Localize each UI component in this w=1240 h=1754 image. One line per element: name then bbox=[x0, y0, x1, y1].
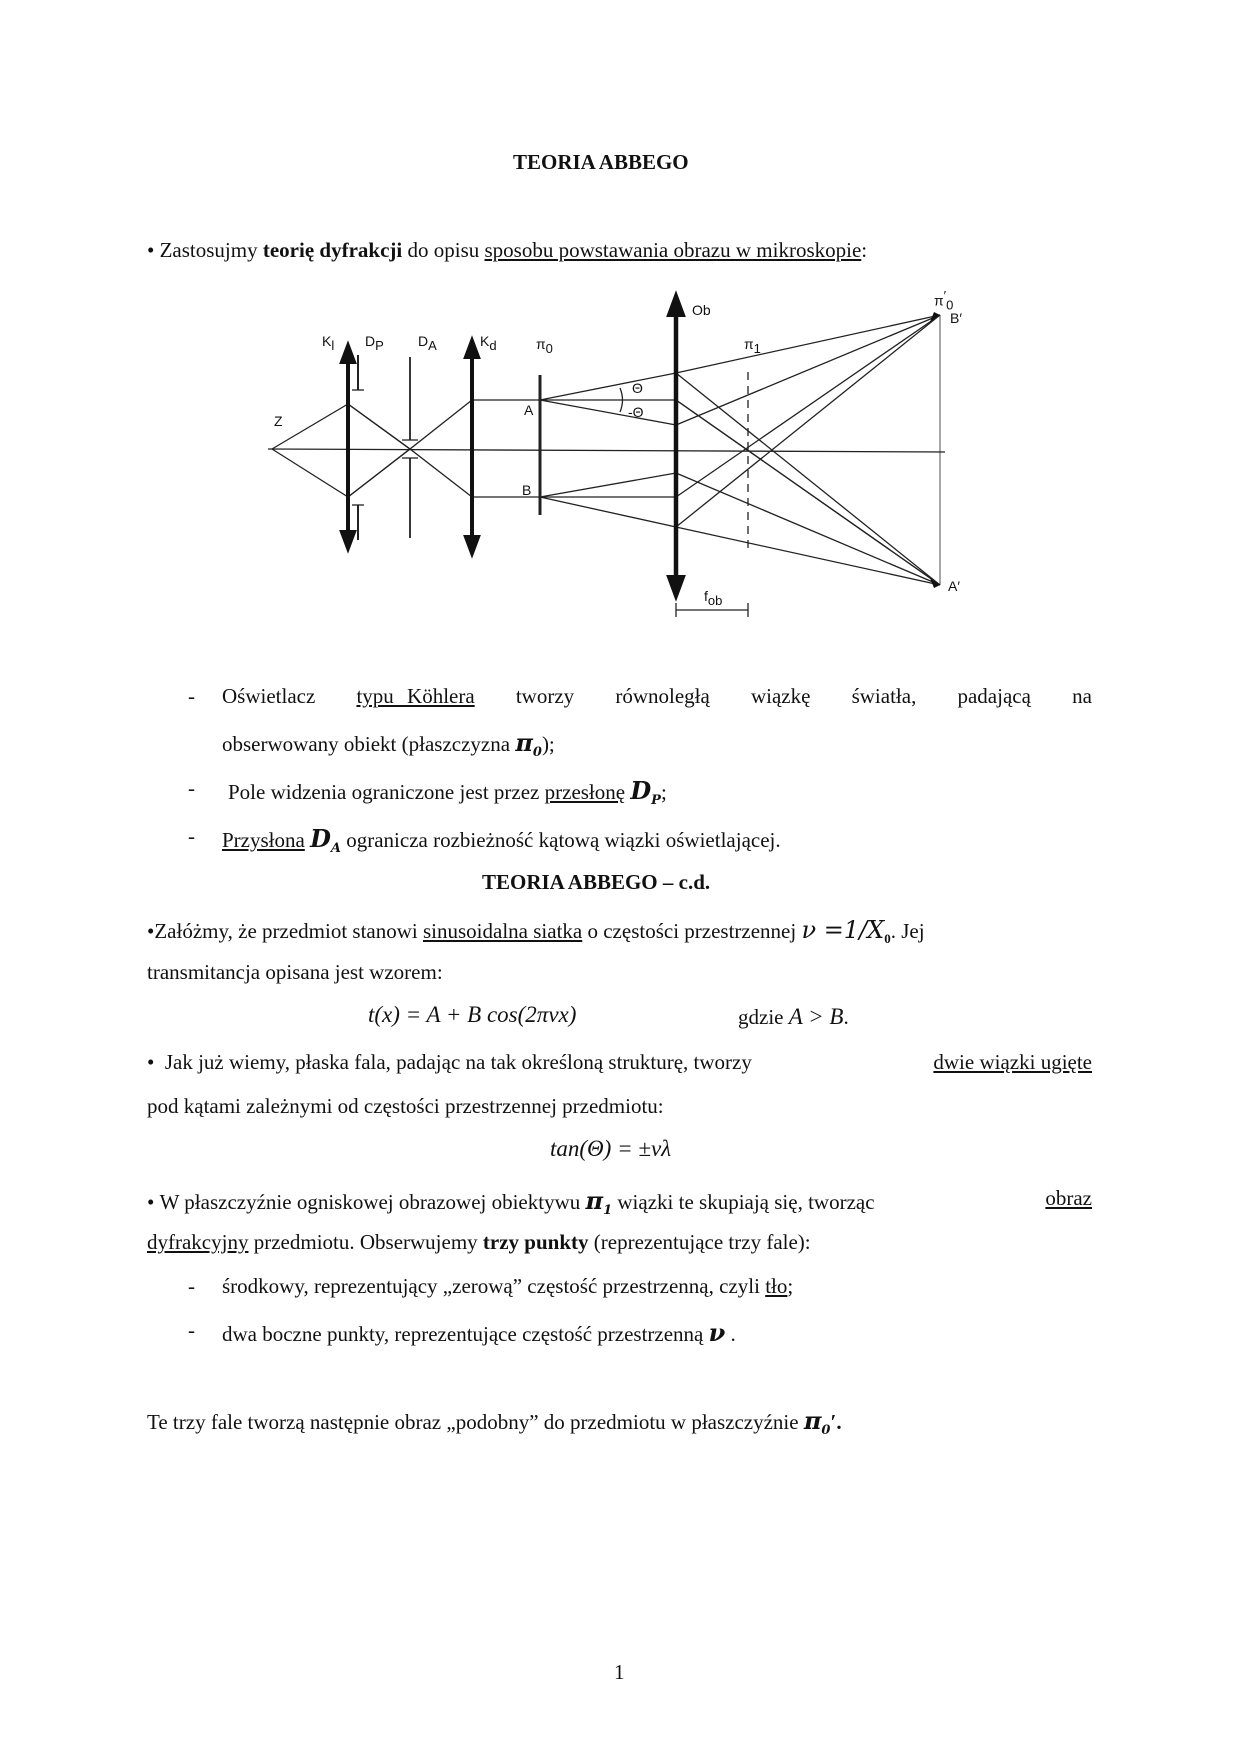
label-b-prime: B′ bbox=[950, 310, 962, 326]
dp-symbol: D bbox=[630, 776, 652, 805]
p2-line2: transmitancja opisana jest wzorem: bbox=[147, 960, 443, 984]
pi1-symbol: π bbox=[585, 1186, 604, 1215]
equation-tan: tan(Θ) = ±νλ bbox=[550, 1136, 672, 1161]
list1-dash-1: - bbox=[188, 684, 195, 708]
p3-line2: pod kątami zależnymi od częstości przestrzennej przedmiotu: bbox=[147, 1094, 664, 1118]
intro-link[interactable]: sposobu powstawania obrazu w mikroskopie bbox=[484, 238, 862, 262]
abbe-diagram bbox=[0, 285, 1240, 645]
label-pi1: $\pi_1$ bbox=[744, 336, 761, 356]
dyfrakcyjny-link[interactable]: dyfrakcyjny bbox=[147, 1230, 249, 1254]
label-a: A bbox=[524, 402, 534, 418]
intro-paragraph bbox=[147, 238, 867, 263]
tlo-link[interactable]: tło bbox=[765, 1274, 788, 1298]
list2-item-1: środkowy, reprezentujący „zerową” częstość przestrzenną, czyli tło; bbox=[222, 1274, 794, 1298]
intro-text-3: do opisu bbox=[402, 238, 485, 262]
word: wiązkę bbox=[750, 684, 811, 708]
word: na bbox=[1072, 684, 1092, 708]
przyslona-link[interactable]: Przysłona bbox=[222, 828, 305, 852]
label-neg-theta: -Θ bbox=[628, 404, 644, 420]
label-kd: $K_d$ bbox=[480, 333, 497, 353]
intro-bold: teorię dyfrakcji bbox=[262, 238, 403, 262]
page-number: 1 bbox=[614, 1660, 625, 1684]
final-paragraph: Te trzy fale tworzą następnie obraz „podobny” do przedmiotu w płaszczyźnie $\pi_0'$. bbox=[147, 1406, 842, 1439]
przeslone-link[interactable]: przesłonę bbox=[544, 780, 626, 804]
word: równoległą bbox=[615, 684, 710, 708]
kohler-link[interactable]: typu Köhlera bbox=[356, 684, 475, 708]
p4-line1: • W płaszczyźnie ogniskowej obrazowej obiektywu $\pi_1$ wiązki te skupiają się, tworząc obraz bbox=[147, 1186, 1092, 1219]
wiazki-link[interactable]: dwie wiązki ugięte bbox=[933, 1050, 1092, 1074]
equation-transmittance: t(x) = A + B cos(2πνx) bbox=[368, 1002, 577, 1027]
section-title-2: TEORIA ABBEGO – c.d. bbox=[482, 870, 711, 894]
list1-dash-3: - bbox=[188, 824, 195, 848]
p3-line1: • Jak już wiemy, płaska fala, padając na tak określoną strukturę, tworzy dwie wiązki ugięte bbox=[147, 1050, 1092, 1074]
intro-text-1: Zastosujmy bbox=[159, 238, 263, 262]
list1-item-1-line2: obserwowany obiekt (płaszczyzna $\pi_0$); bbox=[222, 728, 555, 761]
p2-line1: •Załóżmy, że przedmiot stanowi sinusoidalna siatka o częstości przestrzennej $\nu =1/X_0$. Jej bbox=[147, 916, 925, 947]
word: padającą bbox=[957, 684, 1031, 708]
ray-diamond-1 bbox=[272, 404, 410, 497]
label-z: Z bbox=[274, 413, 283, 429]
list1-item-1-line1 bbox=[222, 684, 1092, 709]
label-kl: $K_l$ bbox=[322, 333, 335, 353]
bullet: • bbox=[147, 238, 155, 262]
pi0-prime-symbol: π bbox=[803, 1406, 822, 1435]
list2-dash-1: - bbox=[188, 1274, 195, 1298]
intro-text-5: : bbox=[861, 238, 868, 262]
label-theta: Θ bbox=[632, 380, 643, 396]
word: tworzy bbox=[515, 684, 575, 708]
da-symbol: D bbox=[310, 824, 331, 853]
list1-item-3: Przysłona $D_A$ ogranicza rozbieżność kątową wiązki oświetlającej. bbox=[222, 824, 781, 857]
obraz-link[interactable]: obraz bbox=[1045, 1186, 1092, 1210]
siatka-link[interactable]: sinusoidalna siatka bbox=[423, 919, 583, 943]
equation-condition: gdzie A > B. bbox=[738, 1004, 849, 1029]
label-da: $D_A$ bbox=[418, 333, 437, 353]
word: Oświetlacz bbox=[222, 684, 316, 708]
list2-dash-2: - bbox=[188, 1318, 195, 1342]
label-fob: $f_{ob}$ bbox=[704, 588, 723, 608]
label-pi0-prime: $\pi'_0$ bbox=[934, 288, 954, 313]
p4-line2: dyfrakcyjny przedmiotu. Obserwujemy trzy punkty (reprezentujące trzy fale): bbox=[147, 1230, 811, 1254]
page-title: TEORIA ABBEGO bbox=[513, 150, 689, 174]
word: światła, bbox=[851, 684, 917, 708]
pi0-symbol: π bbox=[515, 728, 533, 757]
label-a-prime: A′ bbox=[948, 578, 960, 594]
label-b: B bbox=[522, 482, 532, 498]
list1-item-2: Pole widzenia ograniczone jest przez przesłonę $D_P$; bbox=[228, 776, 667, 809]
list2-item-2: dwa boczne punkty, reprezentujące częstość przestrzenną ν . bbox=[222, 1318, 736, 1347]
list1-dash-2: - bbox=[188, 776, 195, 800]
label-ob: Ob bbox=[692, 302, 711, 318]
nu-symbol: ν bbox=[708, 1318, 726, 1347]
optical-axis bbox=[268, 449, 945, 452]
label-dp: $D_P$ bbox=[365, 333, 384, 353]
nu-formula: ν =1/X bbox=[801, 916, 885, 944]
label-pi0: $\pi_0$ bbox=[536, 336, 553, 356]
